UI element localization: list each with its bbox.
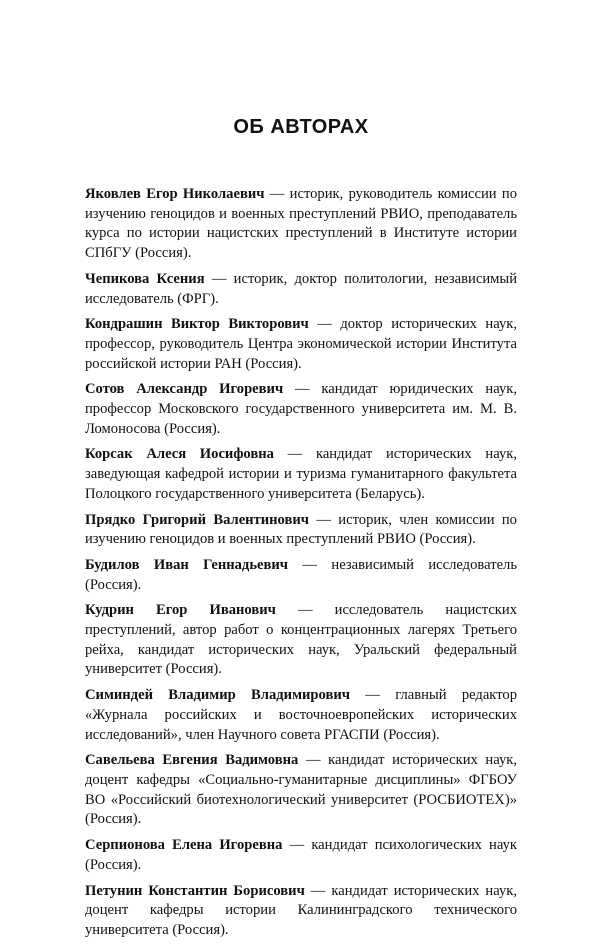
author-name: Чепикова Ксения bbox=[85, 270, 205, 287]
author-name: Петунин Константин Борисович bbox=[85, 882, 305, 899]
author-description: — независимый исследователь (Россия). bbox=[85, 556, 517, 593]
author-name: Будилов Иван Геннадьевич bbox=[85, 556, 289, 573]
author-description: — главный редактор «Журнала российских и восточноевропейских исторических исследований», член Научного совета РГАСПИ (Россия). bbox=[85, 687, 517, 743]
authors-list bbox=[85, 185, 517, 947]
page-title: ОБ АВТОРАХ bbox=[233, 116, 369, 138]
author-entry bbox=[85, 882, 517, 941]
author-description: — доктор исторических наук, профессор, руководитель Центра экономической истории Института российской истории РАН (Россия). bbox=[85, 316, 517, 372]
author-entry bbox=[85, 751, 517, 830]
author-name: Прядко Григорий Валентинович bbox=[85, 511, 310, 528]
author-description: — кандидат психологических наук (Россия). bbox=[85, 837, 517, 873]
author-entry bbox=[85, 315, 517, 374]
author-description: — кандидат исторических наук, доцент кафедры истории Калининградского технического университета (Россия). bbox=[85, 882, 518, 938]
author-name: Серпионова Елена Игоревна bbox=[85, 837, 283, 854]
author-entry bbox=[85, 511, 517, 550]
author-entry bbox=[85, 185, 517, 264]
author-description: — исследователь нацистских преступлений, автор работ о концентрационных лагерях Третьего рейха, кандидат исторических наук, Уральский федеральный университет (Россия). bbox=[85, 602, 517, 678]
author-entry bbox=[85, 556, 517, 595]
author-description: — кандидат исторических наук, заведующая кафедрой истории и туризма гуманитарного факультета Полоцкого государственного университета (Беларусь). bbox=[85, 446, 517, 502]
author-entry bbox=[85, 380, 517, 439]
author-name: Яковлев Егор Николаевич bbox=[85, 186, 265, 202]
author-description: — историк, руководитель комиссии по изучению геноцидов и военных преступлений РВИО, преподаватель курса по истории нацистских преступлений в Институте истории СПбГУ (Россия). bbox=[85, 186, 517, 262]
author-entry bbox=[85, 601, 517, 680]
author-entry bbox=[85, 686, 517, 745]
author-name: Кондрашин Виктор Викторович bbox=[85, 316, 309, 333]
author-entry bbox=[85, 270, 517, 309]
author-name: Сотов Александр Игоревич bbox=[85, 381, 284, 398]
author-name: Симиндей Владимир Владимирович bbox=[85, 687, 350, 704]
author-description: — историк, доктор политологии, независимый исследователь (ФРГ). bbox=[85, 270, 518, 307]
author-description: — кандидат исторических наук, доцент кафедры «Социально-гуманитарные дисциплины» ФГБОУ ВО «Российский биотехнологический университет (РОСБИОТЕХ)» (Россия). bbox=[85, 752, 517, 828]
author-name: Корсак Алеся Иосифовна bbox=[85, 446, 274, 463]
author-name: Савельева Евгения Вадимовна bbox=[85, 752, 299, 769]
author-name: Кудрин Егор Иванович bbox=[85, 602, 276, 619]
author-description: — кандидат юридических наук, профессор Московского государственного университета им. М. В. Ломоносова (Россия). bbox=[85, 381, 517, 437]
author-entry bbox=[85, 445, 517, 504]
author-description: — историк, член комиссии по изучению геноцидов и военных преступлений РВИО (Россия). bbox=[85, 511, 517, 548]
